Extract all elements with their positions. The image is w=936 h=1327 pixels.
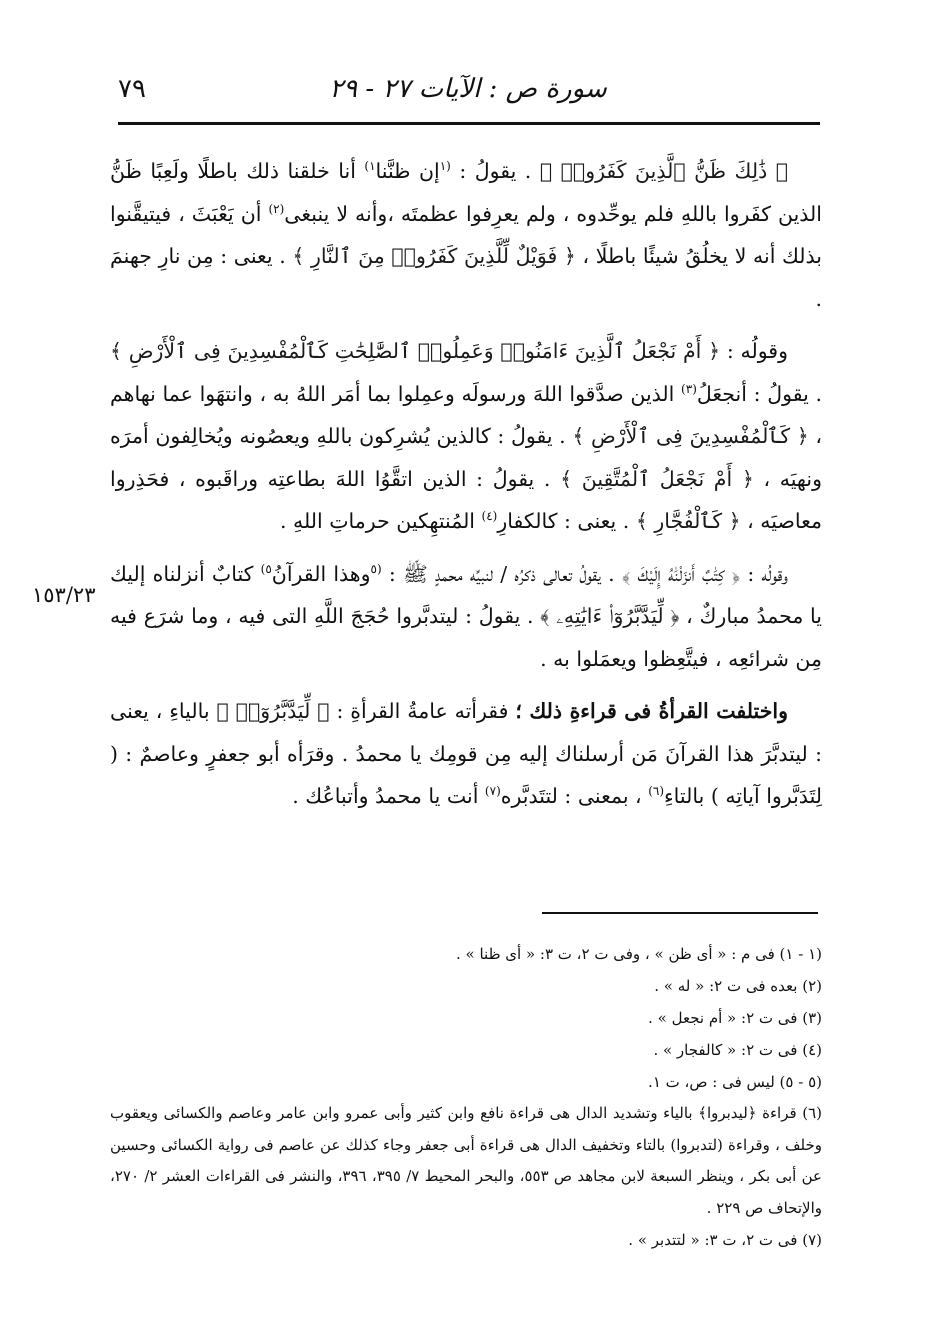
quran-verse: ﴿ لِّيَدَّبَّرُوٓا۟ ءَايَٰتِهِۦ ﴾ [540, 604, 680, 628]
footnote: (٤) فى ت ٢: « كالفجار » . [653, 1041, 822, 1059]
footnote-marker: (٤) [481, 509, 498, 524]
quran-verse: ﴿ أَمْ نَجْعَلُ ٱلَّذِينَ ءَامَنُوا۟ وَعَمِلُوا۟ ٱلصَّٰلِحَٰتِ كَٱلْمُفْسِدِينَ فِى ٱلْأَرْضِ ﴾ [110, 339, 721, 363]
quran-verse: ﴿ أَمْ نَجْعَلُ ٱلْمُتَّقِينَ ﴾ [560, 466, 754, 491]
footnote-marker: ١) [364, 159, 376, 174]
footnote: (٧) فى ت ٢، ت ٣: « لتتدبر » . [628, 1231, 822, 1249]
running-title: سورة ص : الآيات ٢٧ - ٢٩ [329, 74, 607, 104]
footnote: (٣) فى ت ٢: « أم نجعل » . [648, 1009, 822, 1027]
quran-verse: ﴿ ذَٰلِكَ ظَنُّ ٱلَّذِينَ كَفَرُوا۟ ﴾ [539, 159, 789, 183]
text-run: إن ظنَّنا [375, 159, 440, 183]
text-run: وقولُه : [720, 339, 788, 363]
text-run: كتابٌ أنزلناه إليك يا محمدُ مباركٌ ، [110, 561, 822, 628]
text-run: المُنتهِكين حرماتِ اللهِ . [279, 509, 482, 533]
text-run: أنت يا محمدُ وأتباعُك . [292, 784, 485, 808]
text-run: . يقولُ : الذين اتقَّوُا اللهَ بطاعتِه وراقَبوه ، فحَذِروا معاصيَه ، [110, 466, 822, 533]
text-run: بالياءِ ، يعنى : ليتدبَّرَ هذا القرآنَ مَن أرسلناك إليه مِن قومِك يا محمدُ . وقرَأه أبو جعفرٍ وعاصمٌ : ( لِتَدَبَّروا آياتِه ) بالتاءِ [110, 699, 822, 808]
paragraph [110, 553, 822, 681]
quran-verse: ﴿ كَٱلْفُجَّارِ ﴾ [635, 509, 741, 533]
text-run: . يقولُ : أنجعَلُ [696, 381, 822, 406]
footnote-marker: ٥) [260, 561, 272, 576]
header-rule [118, 122, 820, 125]
quran-verse: ﴿ لِّيَدَّبَّرُوٓا۟ ﴾ [216, 699, 330, 723]
text-run: أنا خلقنا ذلك باطلًا ولَعِبًا ظَنُّ الذين كفَروا باللهِ فلم يوحِّدوه ، ولم يعرِفوا عظمتَه ،وأنه لا ينبغى [110, 159, 822, 226]
footnote-marker: (٣) [681, 381, 697, 396]
footnote: (٥ - ٥) ليس فى : ص، ت ١. [648, 1073, 822, 1091]
footnote-marker: (٥ [370, 561, 382, 576]
text-run: ، بمعنى : لتتَدبَّره [500, 784, 649, 808]
footnotes [110, 938, 822, 1256]
footnote-separator [542, 912, 818, 914]
paragraph [110, 690, 822, 818]
text-run: . يعنى : كالكفارِ [497, 509, 636, 533]
footnote-marker: (٢) [268, 201, 285, 216]
footnote: (١ - ١) فى م : « أى ظن » ، وفى ت ٢، ت ٣: « أى ظنا » . [455, 945, 822, 963]
footnote-marker: (١ [439, 159, 451, 174]
margin-reference: ١٥٣/٢٣ [32, 583, 96, 607]
text-run: . يقولُ : [450, 159, 540, 183]
footnote-marker: (٦) [648, 784, 665, 799]
paragraph [110, 150, 822, 320]
text-run: أن يَعْبَثَ ، فيتيقَّنوا بذلك أنه لا يخلُقُ شيئًا باطلًا ، [110, 201, 822, 268]
quran-verse: ﴿ كِتَٰبٌ أَنزَلْنَٰهُ إِلَيْكَ ﴾ [621, 561, 741, 586]
text-run: . يقولُ : ليتدبَّروا حُجَجَ اللَّهِ التى فيه ، وما شرَع فيه مِن شرائعِه ، فيتَّعِظوا ويعمَلوا به . [110, 604, 822, 671]
text-run: فقرأته عامةُ القرأةِ : [329, 699, 516, 723]
quran-verse: ﴿ فَوَيْلٌ لِّلَّذِينَ كَفَرُوا۟ مِنَ ٱلنَّارِ ﴾ [292, 244, 576, 268]
text-run: وقولُه : [740, 561, 789, 586]
text-run: . يعنى : مِن نارِ جهنمَ . [110, 244, 822, 311]
text-run: . يقولُ : كالذين يُشرِكون باللهِ ويعصُونه ويُخالِفون أمرَه ونهيَه ، [110, 424, 822, 491]
text-run: وهذا القرآنُ [271, 561, 371, 586]
text-run: . يقولُ تعالى ذكرُه / لنبيِّه محمدٍ ﷺ : [381, 561, 622, 586]
paragraph [110, 330, 822, 543]
quran-verse: ﴿ كَٱلْمُفْسِدِينَ فِى ٱلْأَرْضِ ﴾ [572, 424, 809, 448]
footnote: (٦) قراءة ﴿ليدبروا﴾ بالياء وتشديد الدال هى قراءة نافع وابن كثير وأبى عمرو وابن عامر وعاصم والكسائى ويعقوب وخلف ، وقراءة (لتدبروا) بالتاء وتخفيف الدال هى قراءة أبى جعفر وجاء كذلك عن عاصم فى رواية الكسائى وحسين عن أبى بكر ، وينظر السبعة لابن مجاهد ص ٥٥٣، والبحر المحيط ٧/ ٣٩٥، ٣٩٦، والنشر فى القراءات العشر ٢/ ٢٧٠، والإتحاف ص ٢٢٩ . [110, 1104, 822, 1217]
bold-lead: واختلفت القرأةُ فى قراءةِ ذلك ؛ [515, 699, 788, 723]
footnote-marker: (٧) [484, 784, 501, 799]
page-number: ٧٩ [118, 74, 146, 104]
text-run: الذين صدَّقوا اللهَ ورسولَه وعمِلوا بما أمَر اللهُ به ، وانتهَوا عما نهاهم ، [110, 381, 822, 448]
main-text [110, 150, 822, 828]
footnote: (٢) بعده فى ت ٢: « له » . [654, 977, 822, 995]
page-header [118, 74, 818, 118]
